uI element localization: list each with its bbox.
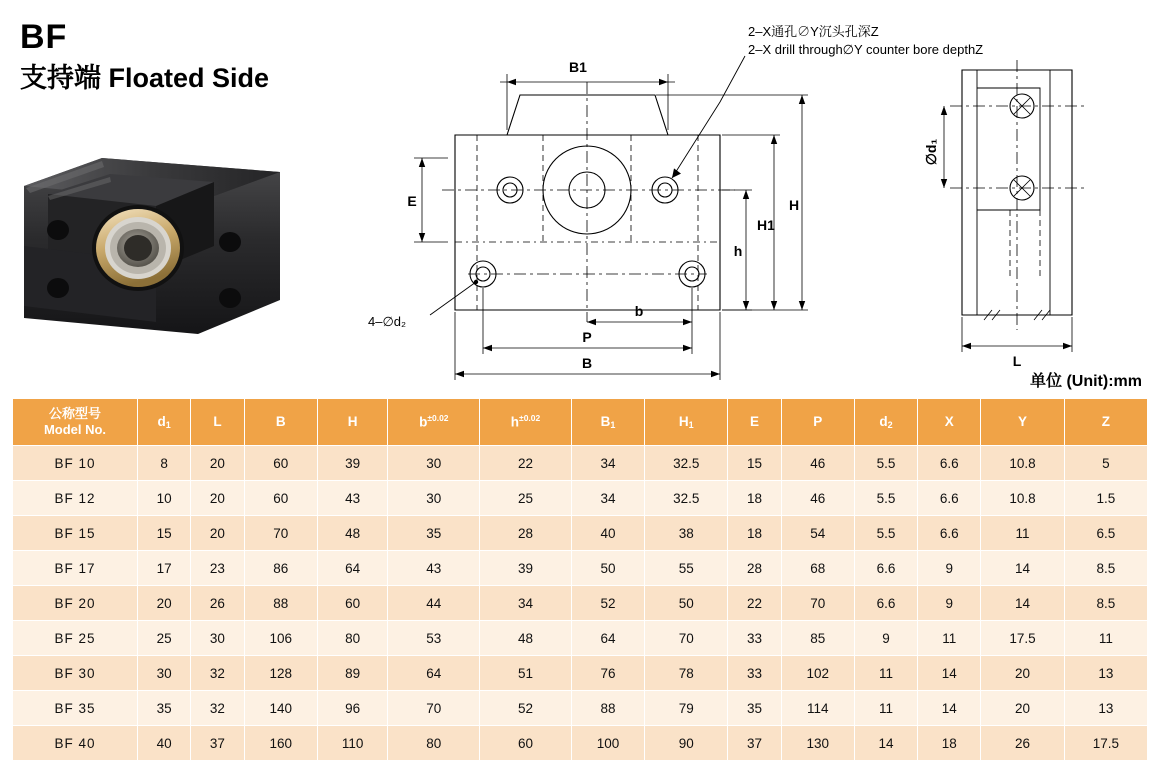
table-body: [13, 446, 1148, 761]
cell-value: 26: [981, 726, 1064, 761]
cell-value: 54: [781, 516, 854, 551]
cell-value: 9: [854, 621, 917, 656]
table-row: [13, 586, 1148, 621]
cell-value: 35: [138, 691, 191, 726]
cell-value: 80: [388, 726, 480, 761]
cell-model: BF 25: [13, 621, 138, 656]
cell-value: 70: [244, 516, 317, 551]
table-row: [13, 516, 1148, 551]
cell-value: 23: [191, 551, 244, 586]
cell-value: 64: [388, 656, 480, 691]
table-row: [13, 726, 1148, 761]
cell-value: 5.5: [854, 516, 917, 551]
cell-value: 15: [728, 446, 781, 481]
table-row: [13, 691, 1148, 726]
cell-value: 11: [918, 621, 981, 656]
header-model-cn: 公称型号: [48, 405, 101, 421]
cell-value: 34: [480, 586, 572, 621]
header-Z: Z: [1064, 399, 1147, 446]
cell-value: 90: [645, 726, 728, 761]
cell-value: 20: [191, 481, 244, 516]
cell-value: 88: [571, 691, 644, 726]
cell-value: 8: [138, 446, 191, 481]
cell-value: 64: [317, 551, 388, 586]
cell-value: 5.5: [854, 446, 917, 481]
cell-value: 22: [728, 586, 781, 621]
header-b: $b^{\pm 0.02}$: [388, 399, 480, 446]
cell-model: BF 35: [13, 691, 138, 726]
header-H1: $H_1$: [645, 399, 728, 446]
cell-value: 60: [480, 726, 572, 761]
cell-value: 130: [781, 726, 854, 761]
table-row: [13, 551, 1148, 586]
header-h: $h^{\pm 0.02}$: [480, 399, 572, 446]
cell-value: 30: [388, 446, 480, 481]
cell-value: 40: [138, 726, 191, 761]
cell-value: 32.5: [645, 481, 728, 516]
cell-value: 43: [388, 551, 480, 586]
cell-value: 86: [244, 551, 317, 586]
cell-value: 39: [317, 446, 388, 481]
cell-value: 11: [981, 516, 1064, 551]
cell-value: 5.5: [854, 481, 917, 516]
cell-value: 34: [571, 481, 644, 516]
header-X: X: [918, 399, 981, 446]
cell-value: 17.5: [981, 621, 1064, 656]
cell-value: 14: [918, 691, 981, 726]
cell-value: 46: [781, 481, 854, 516]
cell-value: 25: [480, 481, 572, 516]
cell-value: 100: [571, 726, 644, 761]
cell-value: 38: [645, 516, 728, 551]
cell-value: 26: [191, 586, 244, 621]
cell-value: 33: [728, 621, 781, 656]
dim-b1: B1: [569, 59, 587, 75]
cell-value: 5: [1064, 446, 1147, 481]
cell-value: 18: [728, 481, 781, 516]
table-row: [13, 481, 1148, 516]
cell-value: 78: [645, 656, 728, 691]
cell-value: 17: [138, 551, 191, 586]
cell-value: 6.6: [918, 446, 981, 481]
cell-value: 10: [138, 481, 191, 516]
title-block: [20, 20, 350, 93]
cell-value: 14: [981, 586, 1064, 621]
cell-value: 33: [728, 656, 781, 691]
cell-model: BF 12: [13, 481, 138, 516]
page-subtitle: 支持端 Floated Side: [20, 62, 270, 93]
cell-value: 50: [645, 586, 728, 621]
cell-value: 20: [981, 656, 1064, 691]
spec-table: [12, 398, 1148, 761]
cell-value: 110: [317, 726, 388, 761]
cell-value: 48: [317, 516, 388, 551]
table-row: [13, 446, 1148, 481]
cell-value: 96: [317, 691, 388, 726]
cell-value: 52: [480, 691, 572, 726]
cell-value: 9: [918, 586, 981, 621]
cell-value: 79: [645, 691, 728, 726]
cell-value: 28: [480, 516, 572, 551]
cell-value: 68: [781, 551, 854, 586]
cell-value: 34: [571, 446, 644, 481]
table-row: [13, 621, 1148, 656]
dim-l: L: [1012, 353, 1022, 369]
cell-value: 53: [388, 621, 480, 656]
cell-value: 60: [317, 586, 388, 621]
cell-value: 39: [480, 551, 572, 586]
header-model: [13, 399, 138, 446]
cell-value: 48: [480, 621, 572, 656]
cell-value: 40: [571, 516, 644, 551]
cell-value: 35: [388, 516, 480, 551]
cell-value: 89: [317, 656, 388, 691]
cell-value: 76: [571, 656, 644, 691]
cell-value: 20: [191, 516, 244, 551]
cell-value: 1.5: [1064, 481, 1147, 516]
header-B1: $B_1$: [571, 399, 644, 446]
cell-value: 32.5: [645, 446, 728, 481]
cell-model: BF 17: [13, 551, 138, 586]
cell-value: 70: [781, 586, 854, 621]
cell-value: 14: [854, 726, 917, 761]
cell-value: 6.6: [854, 586, 917, 621]
cell-value: 13: [1064, 691, 1147, 726]
cell-value: 43: [317, 481, 388, 516]
cell-value: 20: [191, 446, 244, 481]
cell-value: 11: [854, 656, 917, 691]
cell-value: 25: [138, 621, 191, 656]
cell-value: 6.6: [854, 551, 917, 586]
cell-model: BF 40: [13, 726, 138, 761]
dim-h-small: h: [733, 243, 743, 259]
cell-model: BF 15: [13, 516, 138, 551]
cell-value: 44: [388, 586, 480, 621]
cell-value: 13: [1064, 656, 1147, 691]
cell-value: 70: [645, 621, 728, 656]
cell-value: 140: [244, 691, 317, 726]
cell-value: 10.8: [981, 481, 1064, 516]
cell-value: 30: [388, 481, 480, 516]
cell-value: 46: [781, 446, 854, 481]
cell-value: 106: [244, 621, 317, 656]
cell-value: 85: [781, 621, 854, 656]
cell-value: 11: [854, 691, 917, 726]
cell-value: 114: [781, 691, 854, 726]
cell-value: 9: [918, 551, 981, 586]
cell-value: 14: [918, 656, 981, 691]
cell-value: 14: [981, 551, 1064, 586]
cell-value: 88: [244, 586, 317, 621]
cell-value: 10.8: [981, 446, 1064, 481]
cell-model: BF 30: [13, 656, 138, 691]
cell-value: 37: [728, 726, 781, 761]
header-model-en: Model No.: [43, 422, 107, 437]
cell-value: 80: [317, 621, 388, 656]
cell-value: 30: [191, 621, 244, 656]
cell-model: BF 20: [13, 586, 138, 621]
unit-note: 单位 (Unit):mm: [1030, 373, 1142, 390]
cell-value: 60: [244, 481, 317, 516]
cell-value: 70: [388, 691, 480, 726]
technical-drawing: [350, 10, 1150, 395]
header-d1: $d_1$: [138, 399, 191, 446]
header-d2: $d_2$: [854, 399, 917, 446]
cell-value: 11: [1064, 621, 1147, 656]
cell-value: 18: [918, 726, 981, 761]
cell-value: 51: [480, 656, 572, 691]
dim-d1: ∅d₁: [923, 138, 939, 166]
header-P: P: [781, 399, 854, 446]
cell-value: 60: [244, 446, 317, 481]
dim-e: E: [407, 193, 417, 209]
cell-value: 50: [571, 551, 644, 586]
dim-b-small: b: [634, 303, 644, 319]
cell-value: 8.5: [1064, 551, 1147, 586]
cell-value: 22: [480, 446, 572, 481]
cell-value: 30: [138, 656, 191, 691]
cell-value: 15: [138, 516, 191, 551]
cell-value: 32: [191, 691, 244, 726]
dim-p: P: [582, 329, 592, 345]
dim-b: B: [581, 355, 593, 371]
callout-4-d2: 4–∅d₂: [368, 314, 407, 329]
cell-value: 6.6: [918, 516, 981, 551]
header-B: B: [244, 399, 317, 446]
table-header-row: [13, 399, 1148, 446]
cell-value: 64: [571, 621, 644, 656]
cell-value: 28: [728, 551, 781, 586]
dim-h: H: [788, 197, 800, 213]
page-title: BF: [20, 18, 68, 56]
cell-model: BF 10: [13, 446, 138, 481]
header-Y: Y: [981, 399, 1064, 446]
cell-value: 20: [138, 586, 191, 621]
header-H: H: [317, 399, 388, 446]
cell-value: 102: [781, 656, 854, 691]
cell-value: 52: [571, 586, 644, 621]
callout-top-cn: 2–X通孔∅Y沉头孔深Z: [748, 24, 879, 39]
cell-value: 32: [191, 656, 244, 691]
cell-value: 37: [191, 726, 244, 761]
cell-value: 128: [244, 656, 317, 691]
table-row: [13, 656, 1148, 691]
cell-value: 18: [728, 516, 781, 551]
cell-value: 55: [645, 551, 728, 586]
header-E: E: [728, 399, 781, 446]
cell-value: 35: [728, 691, 781, 726]
callout-top-en: 2–X drill through∅Y counter bore depthZ: [748, 42, 984, 57]
cell-value: 8.5: [1064, 586, 1147, 621]
cell-value: 20: [981, 691, 1064, 726]
cell-value: 6.6: [918, 481, 981, 516]
dim-h1: H1: [757, 217, 775, 233]
cell-value: 160: [244, 726, 317, 761]
header-L: L: [191, 399, 244, 446]
cell-value: 17.5: [1064, 726, 1147, 761]
product-photo: [18, 150, 286, 350]
cell-value: 6.5: [1064, 516, 1147, 551]
